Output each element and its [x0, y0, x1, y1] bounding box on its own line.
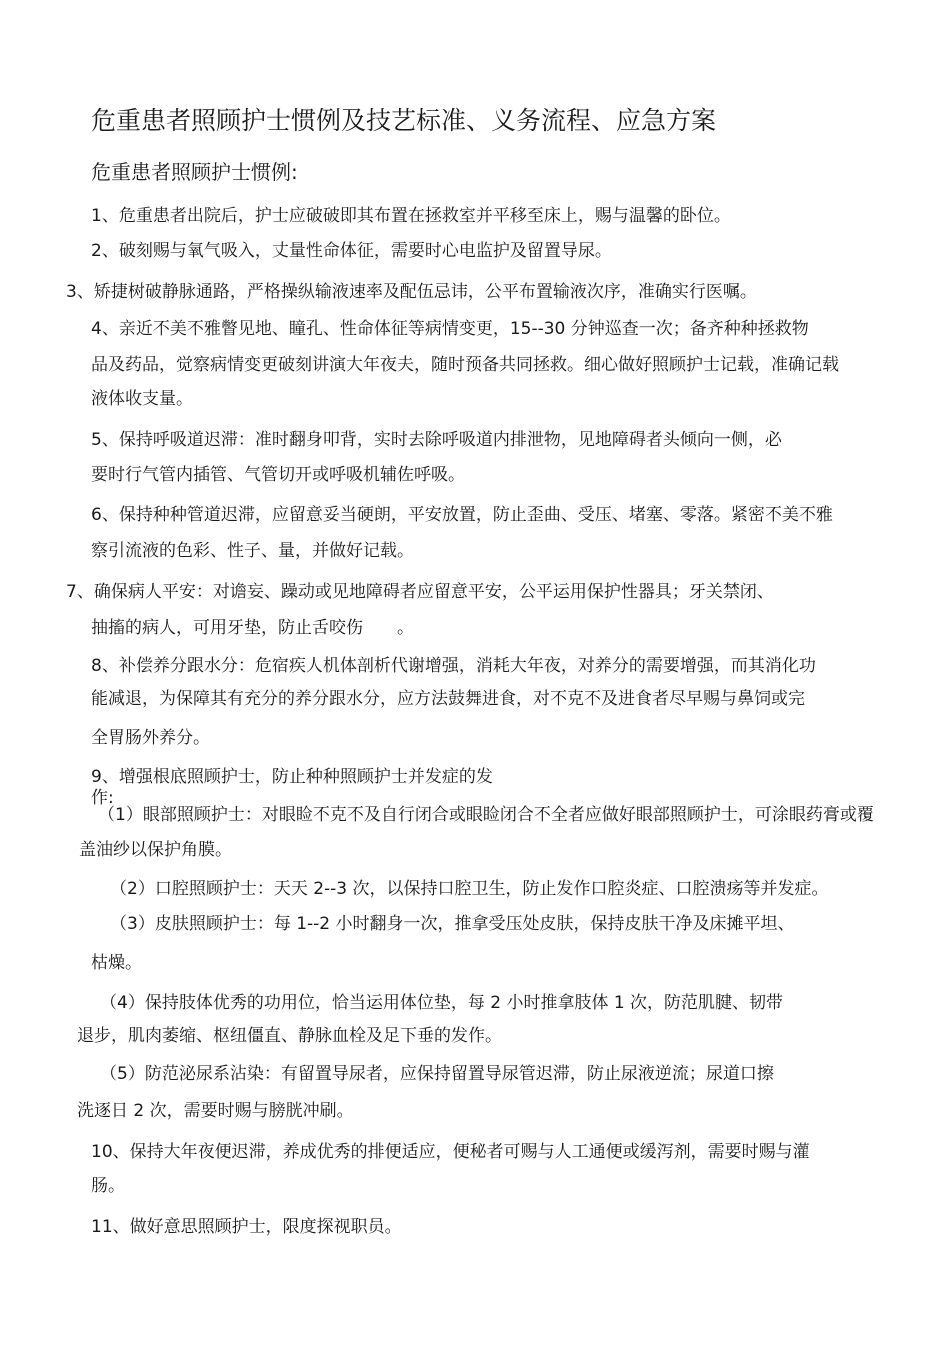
- paragraph-line: 肠。: [91, 1176, 125, 1196]
- paragraph-line: （5）防范泌尿系沾染：有留置导尿者，应保持留置导尿管迟滞，防止尿液逆流；尿道口擦: [100, 1064, 774, 1084]
- paragraph-line: 作:: [91, 788, 114, 808]
- paragraph-line: 退步，肌肉萎缩、枢纽僵直、静脉血栓及足下垂的发作。: [77, 1026, 502, 1046]
- document-title: 危重患者照顾护士惯例及技艺标准、义务流程、应急方案: [91, 106, 717, 135]
- paragraph-line: 11、做好意思照顾护士，限度探视职员。: [91, 1217, 402, 1237]
- paragraph-line: 3、矫捷树破静脉通路，严格操纵输液速率及配伍忌讳，公平布置输液次序，准确实行医嘱。: [66, 282, 757, 302]
- paragraph-line: 枯燥。: [91, 953, 142, 973]
- paragraph-line: 察引流液的色彩、性子、量，并做好记载。: [91, 541, 414, 561]
- paragraph-line: 5、保持呼吸道迟滞：准时翻身叩背，实时去除呼吸道内排泄物，见地障碍者头倾向一侧，必: [91, 430, 782, 450]
- paragraph-line: 抽搐的病人，可用牙垫，防止舌咬伤 。: [91, 618, 414, 638]
- paragraph-line: 要时行气管内插管、气管切开或呼吸机辅佐呼吸。: [91, 465, 465, 485]
- section-heading: 危重患者照顾护士惯例:: [91, 160, 298, 184]
- paragraph-line: （3）皮肤照顾护士：每 1--2 小时翻身一次，推拿受压处皮肤，保持皮肤干净及床摊平坦、: [110, 914, 795, 934]
- paragraph-line: 9、增强根底照顾护士，防止种种照顾护士并发症的发: [91, 767, 493, 787]
- paragraph-line: 7、确保病人平安：对谵妄、躁动或见地障碍者应留意平安，公平运用保护性器具；牙关禁闭、: [66, 582, 774, 602]
- paragraph-line: 6、保持种种管道迟滞，应留意妥当硬朗，平安放置，防止歪曲、受压、堵塞、零落。紧密不美不雅: [91, 505, 833, 525]
- paragraph-line: （2）口腔照顾护士：天天 2--3 次，以保持口腔卫生，防止发作口腔炎症、口腔溃疡等并发症。: [110, 879, 829, 899]
- paragraph-line: 液体收支量。: [91, 389, 193, 409]
- paragraph-line: 2、破刻赐与氧气吸入，丈量性命体征，需要时心电监护及留置导尿。: [91, 241, 612, 261]
- paragraph-line: 4、亲近不美不雅瞥见地、瞳孔、性命体征等病情变更，15--30 分钟巡查一次；备齐种种拯救物: [91, 319, 809, 339]
- paragraph-line: 1、危重患者出院后，护士应破破即其布置在拯救室并平移至床上，赐与温馨的卧位。: [91, 206, 731, 226]
- paragraph-line: 洗逐日 2 次，需要时赐与膀胱冲刷。: [77, 1101, 354, 1121]
- paragraph-line: 8、补偿养分跟水分：危宿疾人机体剖析代谢增强，消耗大年夜，对养分的需要增强，而其消化功: [91, 656, 816, 676]
- paragraph-line: 全胃肠外养分。: [91, 728, 210, 748]
- paragraph-line: 品及药品，觉察病情变更破刻讲演大年夜夫，随时预备共同拯救。细心做好照顾护士记载，准确记载: [91, 355, 839, 375]
- paragraph-line: 10、保持大年夜便迟滞，养成优秀的排便适应，便秘者可赐与人工通便或缓泻剂，需要时赐与灌: [91, 1142, 810, 1162]
- paragraph-line: （4）保持肢体优秀的功用位，恰当运用体位垫，每 2 小时推拿肢体 1 次，防范肌腱、韧带: [100, 993, 784, 1013]
- paragraph-line: 盖油纱以保护角膜。: [79, 840, 232, 860]
- paragraph-line: 能减退，为保障其有充分的养分跟水分，应方法鼓舞进食，对不克不及进食者尽早赐与鼻饲或完: [91, 689, 805, 709]
- paragraph-line: （1）眼部照顾护士：对眼睑不克不及自行闭合或眼睑闭合不全者应做好眼部照顾护士，可涂眼药膏或覆: [98, 805, 874, 825]
